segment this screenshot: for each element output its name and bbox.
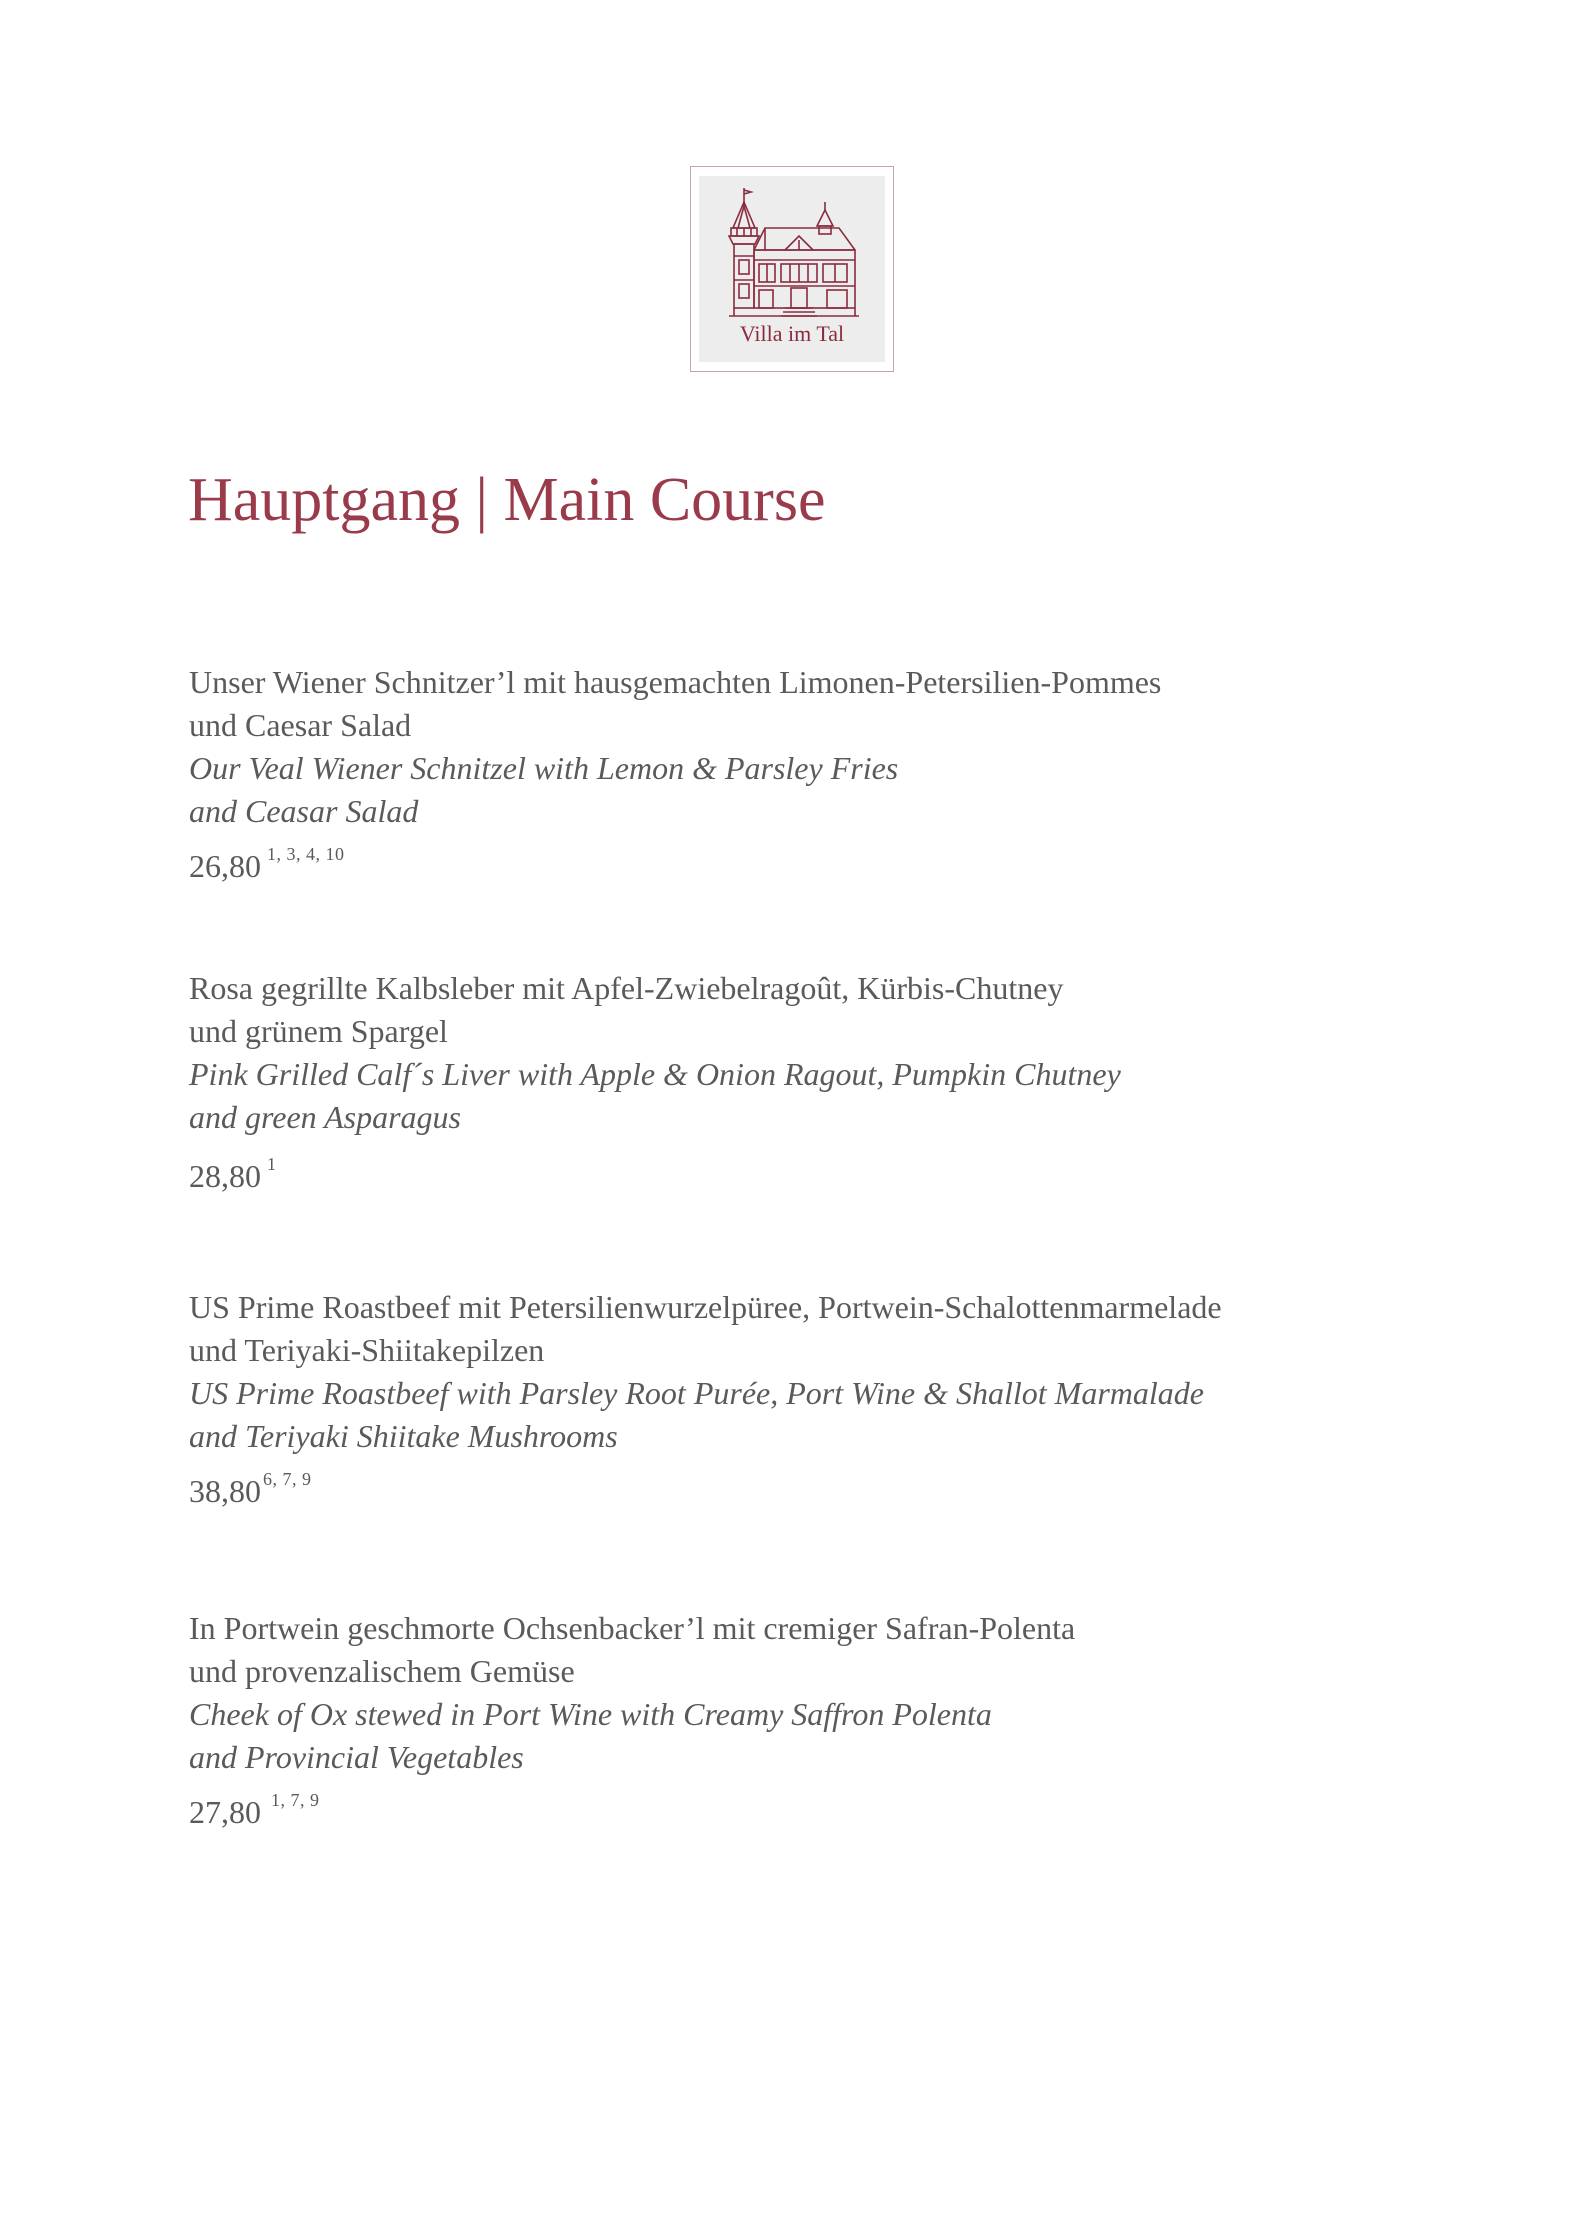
dish-item — [189, 661, 1439, 888]
dish-english-line: US Prime Roastbeef with Parsley Root Purée, Port Wine & Shallot Marmalade — [189, 1375, 1204, 1411]
dish-german-line: und Caesar Salad — [189, 707, 412, 743]
dish-english-line: and Ceasar Salad — [189, 793, 419, 829]
dish-german-line: In Portwein geschmorte Ochsenbacker’l mit cremiger Safran-Polenta — [189, 1610, 1076, 1646]
dish-german-line: und grünem Spargel — [189, 1013, 448, 1049]
dish-german-line: und Teriyaki-Shiitakepilzen — [189, 1332, 545, 1368]
page-title: Hauptgang | Main Course — [188, 466, 826, 534]
dish-german-line: Unser Wiener Schnitzer’l mit hausgemachten Limonen-Petersilien-Pommes — [189, 664, 1162, 700]
dish-allergens: 1, 7, 9 — [271, 1790, 320, 1810]
dish-allergens: 1, 3, 4, 10 — [267, 844, 345, 864]
dish-price-line — [189, 833, 1439, 888]
dish-price: 28,80 — [189, 1158, 261, 1194]
dish-price: 26,80 — [189, 848, 261, 884]
dish-allergens: 6, 7, 9 — [263, 1469, 312, 1489]
dish-price-line — [189, 1458, 1439, 1513]
dish-english-line: and Teriyaki Shiitake Mushrooms — [189, 1418, 618, 1454]
dish-english-line: Cheek of Ox stewed in Port Wine with Creamy Saffron Polenta — [189, 1696, 992, 1732]
dish-english-line: Our Veal Wiener Schnitzel with Lemon & Parsley Fries — [189, 750, 899, 786]
villa-im-tal-logo — [690, 166, 894, 372]
dish-german-line: US Prime Roastbeef mit Petersilienwurzelpüree, Portwein-Schalottenmarmelade — [189, 1289, 1222, 1325]
logo-panel — [699, 176, 885, 362]
dish-german-line: und provenzalischem Gemüse — [189, 1653, 575, 1689]
dish-english-line: Pink Grilled Calf´s Liver with Apple & Onion Ragout, Pumpkin Chutney — [189, 1056, 1121, 1092]
dish-item — [189, 1286, 1439, 1513]
dish-item — [189, 967, 1439, 1198]
dish-price: 27,80 — [189, 1794, 261, 1830]
logo-wordmark: Villa im Tal — [739, 321, 845, 346]
dish-price-line — [189, 1779, 1439, 1834]
dish-english-line: and green Asparagus — [189, 1099, 461, 1135]
dish-english-line: and Provincial Vegetables — [189, 1739, 524, 1775]
dish-allergens: 1 — [267, 1154, 277, 1174]
dish-price: 38,80 — [189, 1473, 261, 1509]
dish-item — [189, 1607, 1439, 1834]
dish-price-line — [189, 1143, 1439, 1198]
dish-german-line: Rosa gegrillte Kalbsleber mit Apfel-Zwiebelragoût, Kürbis-Chutney — [189, 970, 1064, 1006]
